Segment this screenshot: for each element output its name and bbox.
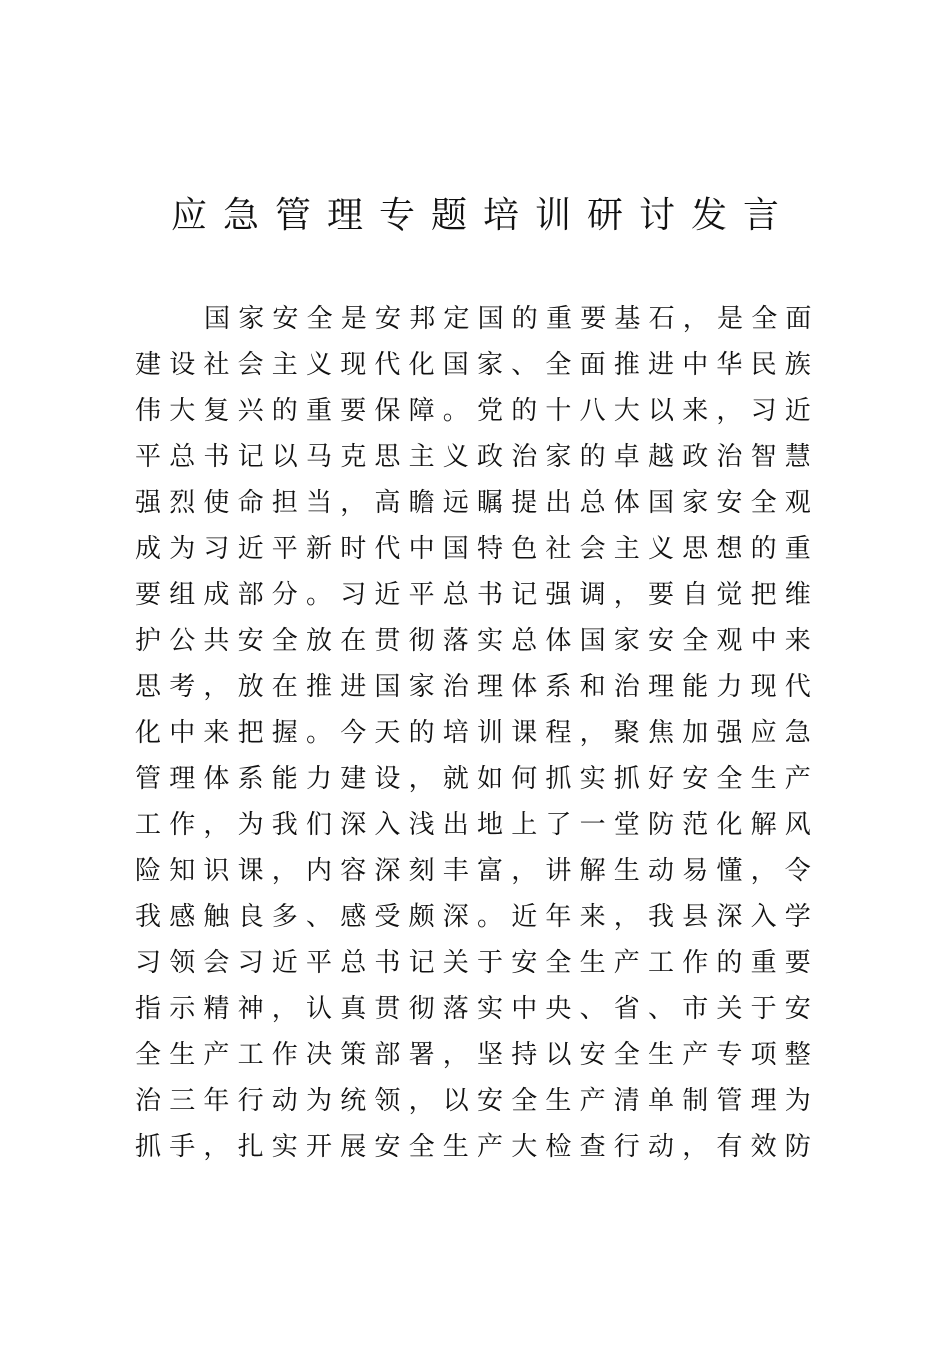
text-line: 治三年行动为统领，以安全生产清单制管理为 (135, 1086, 820, 1116)
text-line: 抓手，扎实开展安全生产大检查行动，有效防 (135, 1132, 820, 1162)
page-title: 应急管理专题培训研讨发言 (170, 195, 795, 236)
text-line: 险知识课，内容深刻丰富，讲解生动易懂，令 (135, 856, 820, 886)
text-line: 强烈使命担当，高瞻远瞩提出总体国家安全观 (135, 488, 820, 518)
text-line: 思考，放在推进国家治理体系和治理能力现代 (135, 672, 820, 702)
text-line: 工作，为我们深入浅出地上了一堂防范化解风 (135, 810, 820, 840)
text-line: 伟大复兴的重要保障。党的十八大以来，习近 (135, 396, 820, 426)
text-line: 成为习近平新时代中国特色社会主义思想的重 (135, 534, 820, 564)
text-line: 管理体系能力建设，就如何抓实抓好安全生产 (135, 764, 820, 794)
body-paragraph (135, 296, 825, 1170)
text-line: 国家安全是安邦定国的重要基石，是全面 (204, 304, 820, 334)
text-line: 指示精神，认真贯彻落实中央、省、市关于安 (135, 994, 820, 1024)
text-line: 习领会习近平总书记关于安全生产工作的重要 (135, 948, 820, 978)
text-line: 要组成部分。习近平总书记强调，要自觉把维 (135, 580, 820, 610)
text-line: 建设社会主义现代化国家、全面推进中华民族 (135, 350, 820, 380)
text-line: 全生产工作决策部署，坚持以安全生产专项整 (135, 1040, 820, 1070)
text-line: 平总书记以马克思主义政治家的卓越政治智慧 (135, 442, 820, 472)
text-line: 护公共安全放在贯彻落实总体国家安全观中来 (135, 626, 820, 656)
text-line: 化中来把握。今天的培训课程，聚焦加强应急 (135, 718, 820, 748)
text-line: 我感触良多、感受颇深。近年来，我县深入学 (135, 902, 820, 932)
